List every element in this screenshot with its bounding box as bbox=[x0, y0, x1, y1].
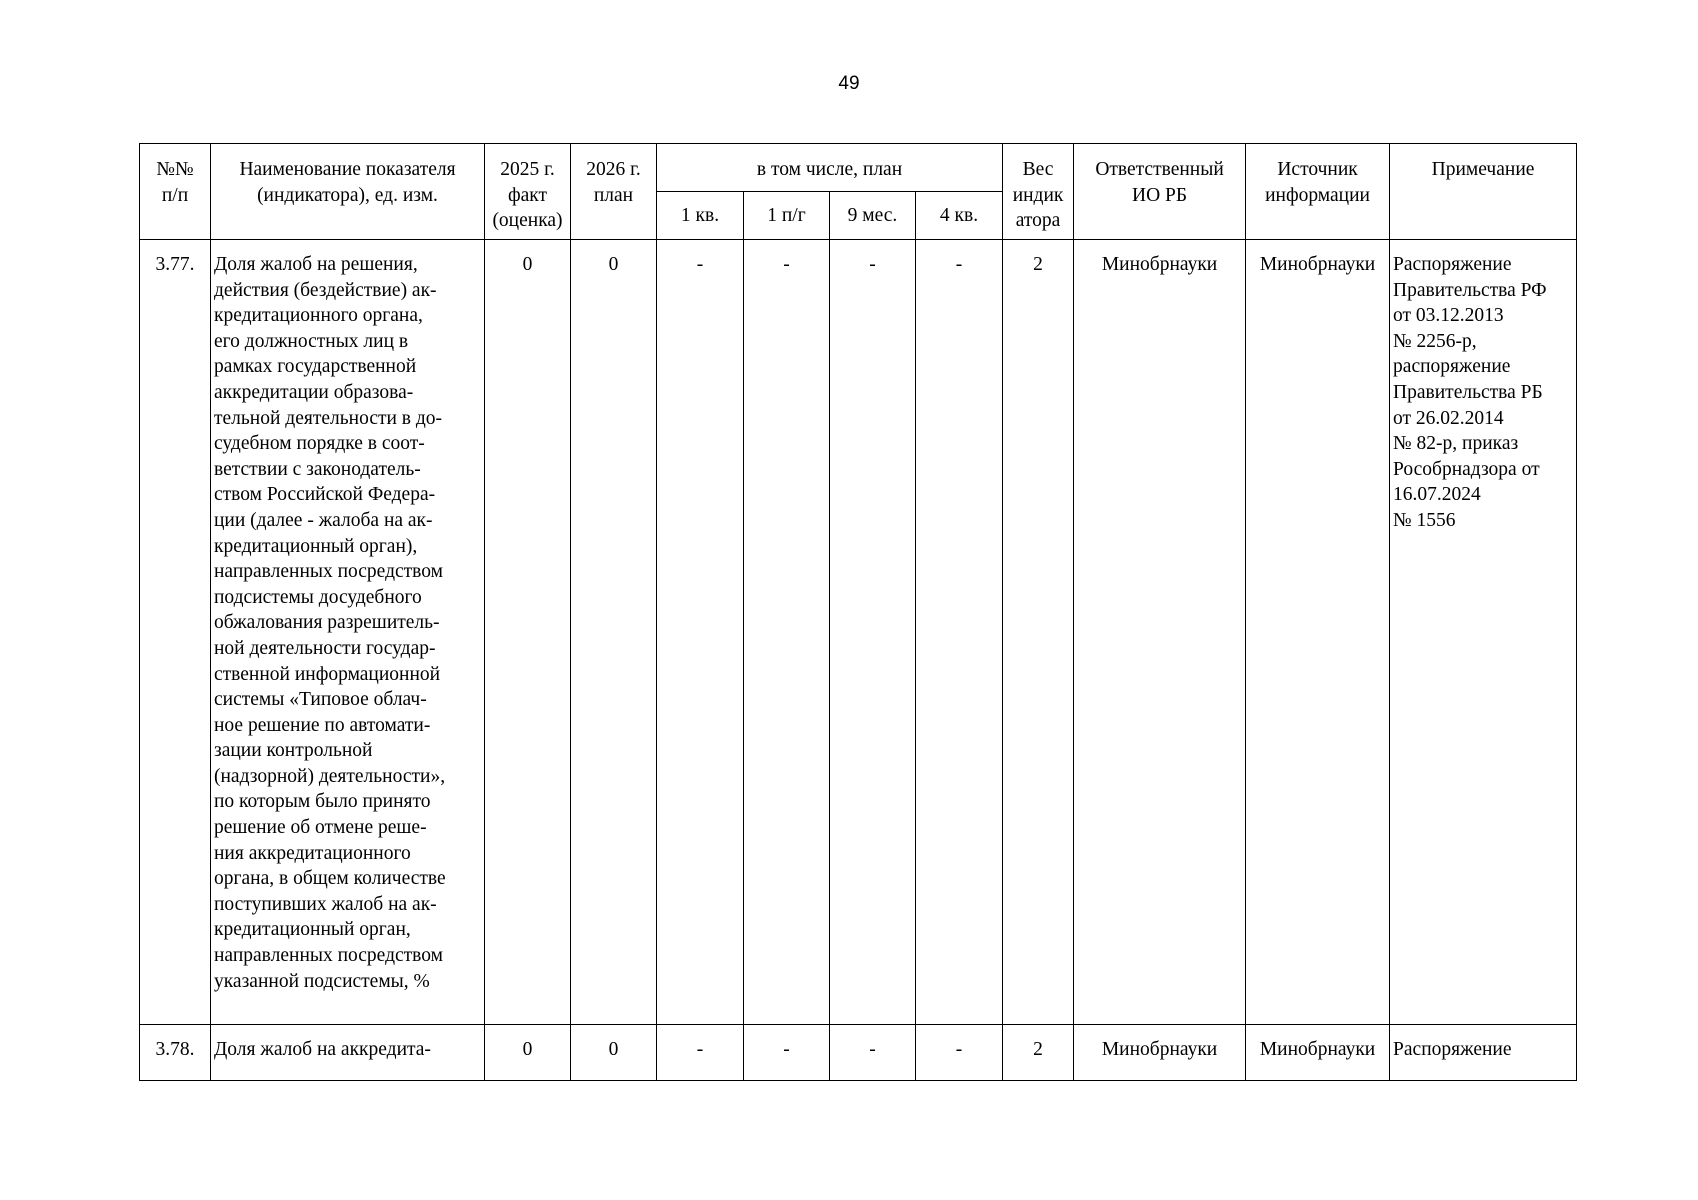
header-number-line: п/п bbox=[161, 184, 189, 206]
note-value bbox=[1390, 1025, 1577, 1081]
header-q1: 1 кв. bbox=[657, 192, 744, 240]
indicator-name-line: системы «Типовое облач- bbox=[214, 689, 427, 711]
plan-2026-value: 0 bbox=[571, 1025, 657, 1081]
weight-value: 2 bbox=[1003, 240, 1074, 1025]
header-fact-line: факт bbox=[507, 184, 548, 206]
header-including-plan: в том числе, план bbox=[657, 144, 1003, 192]
header-name-line: Наименование показателя bbox=[239, 159, 456, 180]
indicator-name-line: ции (далее - жалоба на ак- bbox=[214, 509, 433, 531]
indicator-name-line: ством Российской Федера- bbox=[214, 484, 436, 506]
header-note: Примечание bbox=[1390, 144, 1577, 240]
header-plan-line: 2026 г. bbox=[586, 159, 641, 180]
header-plan-line: план bbox=[593, 184, 634, 206]
table-row bbox=[140, 1025, 1577, 1081]
indicator-name-line: действия (бездействие) ак- bbox=[214, 279, 437, 301]
header-number-line: №№ bbox=[156, 159, 194, 180]
9-months-value: - bbox=[830, 240, 916, 1025]
header-source bbox=[1246, 144, 1390, 240]
note-line: Рособрнадзора от bbox=[1393, 458, 1540, 480]
note-line: Распоряжение bbox=[1393, 254, 1512, 275]
header-number bbox=[140, 144, 211, 240]
page-number: 49 bbox=[838, 73, 860, 94]
note-value bbox=[1390, 240, 1577, 1025]
indicator-name-line: указанной подсистемы, % bbox=[214, 970, 430, 992]
indicator-name-line: кредитационного органа, bbox=[214, 305, 423, 327]
note-line: № 1556 bbox=[1393, 509, 1456, 531]
q4-value: - bbox=[916, 240, 1003, 1025]
header-responsible-line: ИО РБ bbox=[1132, 184, 1188, 206]
header-name-line: (индикатора), ед. изм. bbox=[257, 184, 438, 206]
indicator-name-line: поступивших жалоб на ак- bbox=[214, 893, 437, 915]
indicator-name-line: судебном порядке в соот- bbox=[214, 433, 425, 455]
indicator-name-line: направленных посредством bbox=[214, 561, 443, 583]
indicator-name-line: ветствии с законодатель- bbox=[214, 458, 421, 480]
note-line: 16.07.2024 bbox=[1393, 484, 1481, 506]
indicator-name-line: ное решение по автомати- bbox=[214, 714, 431, 736]
indicator-name-line: по которым было принято bbox=[214, 791, 431, 813]
indicator-name-line: тельной деятельности в до- bbox=[214, 407, 443, 429]
header-fact-line: (оценка) bbox=[492, 210, 563, 232]
indicator-name-line: кредитационный орган, bbox=[214, 919, 411, 941]
header-responsible bbox=[1074, 144, 1246, 240]
header-weight bbox=[1003, 144, 1074, 240]
note-line: от 26.02.2014 bbox=[1393, 407, 1504, 429]
fact-2025-value: 0 bbox=[485, 240, 571, 1025]
9-months-value: - bbox=[830, 1025, 916, 1081]
indicator-name-line: Доля жалоб на решения, bbox=[214, 254, 418, 275]
header-q4: 4 кв. bbox=[916, 192, 1003, 240]
header-weight-line: индик bbox=[1012, 184, 1064, 206]
responsible-value: Минобрнауки bbox=[1074, 240, 1246, 1025]
note-line: № 82-р, приказ bbox=[1393, 433, 1519, 455]
source-value: Минобрнауки bbox=[1246, 240, 1390, 1025]
indicator-name-line: кредитационный орган), bbox=[214, 535, 418, 557]
indicator-name-line: направленных посредством bbox=[214, 945, 443, 967]
indicator-name-line: органа, в общем количестве bbox=[214, 868, 446, 890]
header-fact-2025 bbox=[485, 144, 571, 240]
responsible-value: Минобрнауки bbox=[1074, 1025, 1246, 1081]
header-weight-line: Вес bbox=[1022, 159, 1054, 180]
row-number: 3.78. bbox=[140, 1025, 211, 1081]
h1-value: - bbox=[744, 240, 830, 1025]
q1-value: - bbox=[657, 240, 744, 1025]
note-line: Распоряжение bbox=[1393, 1039, 1512, 1061]
indicator-name-line: аккредитации образова- bbox=[214, 381, 414, 403]
fact-2025-value: 0 bbox=[485, 1025, 571, 1081]
indicator-name-line: подсистемы досудебного bbox=[214, 586, 422, 608]
header-source-line: информации bbox=[1265, 184, 1370, 206]
indicator-name-line: его должностных лиц в bbox=[214, 330, 409, 352]
table-row bbox=[140, 240, 1577, 1025]
row-number: 3.77. bbox=[140, 240, 211, 1025]
indicator-name-line: Доля жалоб на аккредита- bbox=[214, 1039, 431, 1061]
header-indicator-name bbox=[211, 144, 485, 240]
indicator-name-line: (надзорной) деятельности», bbox=[214, 765, 446, 787]
q4-value: - bbox=[916, 1025, 1003, 1081]
indicator-name bbox=[211, 1025, 485, 1081]
indicator-name-line: ной деятельности государ- bbox=[214, 637, 436, 659]
header-weight-line: атора bbox=[1015, 210, 1061, 232]
q1-value: - bbox=[657, 1025, 744, 1081]
note-line: Правительства РБ bbox=[1393, 381, 1543, 403]
header-source-line: Источник bbox=[1277, 159, 1358, 180]
source-value: Минобрнауки bbox=[1246, 1025, 1390, 1081]
weight-value: 2 bbox=[1003, 1025, 1074, 1081]
note-line: распоряжение bbox=[1393, 356, 1511, 378]
indicators-table bbox=[139, 143, 1577, 1081]
indicator-name-line: рамках государственной bbox=[214, 356, 417, 378]
indicator-name-line: ния аккредитационного bbox=[214, 842, 411, 864]
header-9-months: 9 мес. bbox=[830, 192, 916, 240]
indicator-name-line: решение об отмене реше- bbox=[214, 817, 427, 839]
note-line: № 2256-р, bbox=[1393, 330, 1477, 352]
header-responsible-line: Ответственный bbox=[1095, 159, 1224, 180]
table-header-row bbox=[140, 144, 1577, 192]
header-plan-2026 bbox=[571, 144, 657, 240]
h1-value: - bbox=[744, 1025, 830, 1081]
header-h1: 1 п/г bbox=[744, 192, 830, 240]
header-fact-line: 2025 г. bbox=[500, 159, 555, 180]
note-line: Правительства РФ bbox=[1393, 279, 1547, 301]
indicator-name-line: ственной информационной bbox=[214, 663, 441, 685]
indicator-name bbox=[211, 240, 485, 1025]
plan-2026-value: 0 bbox=[571, 240, 657, 1025]
note-line: от 03.12.2013 bbox=[1393, 305, 1504, 327]
indicator-name-line: обжалования разрешитель- bbox=[214, 612, 440, 634]
indicator-name-line: зации контрольной bbox=[214, 740, 373, 762]
